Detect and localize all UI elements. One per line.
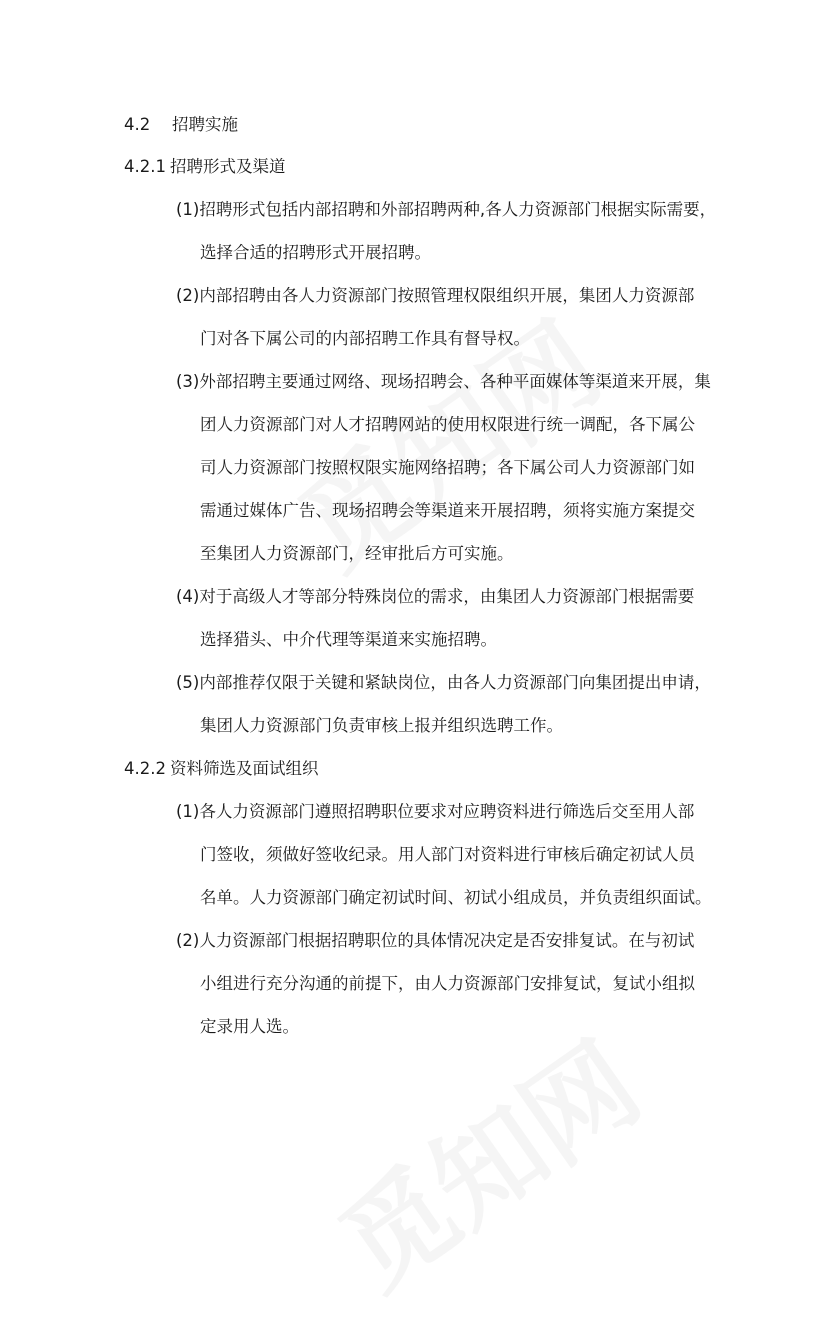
paragraph-line: (2)内部招聘由各人力资源部门按照管理权限组织开展，集团人力资源部 — [176, 286, 695, 305]
paragraph-line: (4)对于高级人才等部分特殊岗位的需求，由集团人力资源部门根据需要 — [176, 587, 695, 606]
subsection-heading — [124, 157, 286, 177]
paragraph-line: 选择猎头、中介代理等渠道来实施招聘。 — [200, 630, 497, 649]
section-title: 招聘实施 — [172, 115, 238, 134]
paragraph-line: 司人力资源部门按照权限实施网络招聘；各下属公司人力资源部门如 — [200, 458, 695, 477]
paragraph-line: 定录用人选。 — [200, 1017, 299, 1036]
paragraph-line: (3)外部招聘主要通过网络、现场招聘会、各种平面媒体等渠道来开展，集 — [176, 372, 711, 391]
paragraph-line: 选择合适的招聘形式开展招聘。 — [200, 243, 431, 262]
paragraph-line: (5)内部推荐仅限于关键和紧缺岗位，由各人力资源部门向集团提出申请， — [176, 673, 711, 692]
paragraph-line: (2)人力资源部门根据招聘职位的具体情况决定是否安排复试。在与初试 — [176, 931, 695, 950]
paragraph-line: 小组进行充分沟通的前提下，由人力资源部门安排复试，复试小组拟 — [200, 974, 695, 993]
subsection-title: 招聘形式及渠道 — [170, 157, 286, 176]
section-heading — [124, 115, 238, 135]
paragraph-line: 门签收，须做好签收纪录。用人部门对资料进行审核后确定初试人员 — [200, 845, 695, 864]
subsection-title: 资料筛选及面试组织 — [170, 759, 319, 778]
paragraph-line: 名单。人力资源部门确定初试时间、初试小组成员，并负责组织面试。 — [200, 888, 712, 907]
paragraph-line: 需通过媒体广告、现场招聘会等渠道来开展招聘，须将实施方案提交 — [200, 501, 695, 520]
section-number: 4.2 — [124, 115, 151, 134]
paragraph-line: 门对各下属公司的内部招聘工作具有督导权。 — [200, 329, 530, 348]
subsection-number: 4.2.2 — [124, 759, 166, 778]
paragraph-line: 至集团人力资源部门，经审批后方可实施。 — [200, 544, 514, 563]
subsection-heading — [124, 759, 319, 779]
watermark — [305, 1000, 666, 1318]
paragraph-line: 团人力资源部门对人才招聘网站的使用权限进行统一调配，各下属公 — [200, 415, 695, 434]
paragraph-line: (1)招聘形式包括内部招聘和外部招聘两种,各人力资源部门根据实际需要， — [176, 200, 717, 219]
paragraph-line: 集团人力资源部门负责审核上报并组织选聘工作。 — [200, 716, 563, 735]
subsection-number: 4.2.1 — [124, 157, 166, 176]
paragraph-line: (1)各人力资源部门遵照招聘职位要求对应聘资料进行筛选后交至用人部 — [176, 802, 695, 821]
